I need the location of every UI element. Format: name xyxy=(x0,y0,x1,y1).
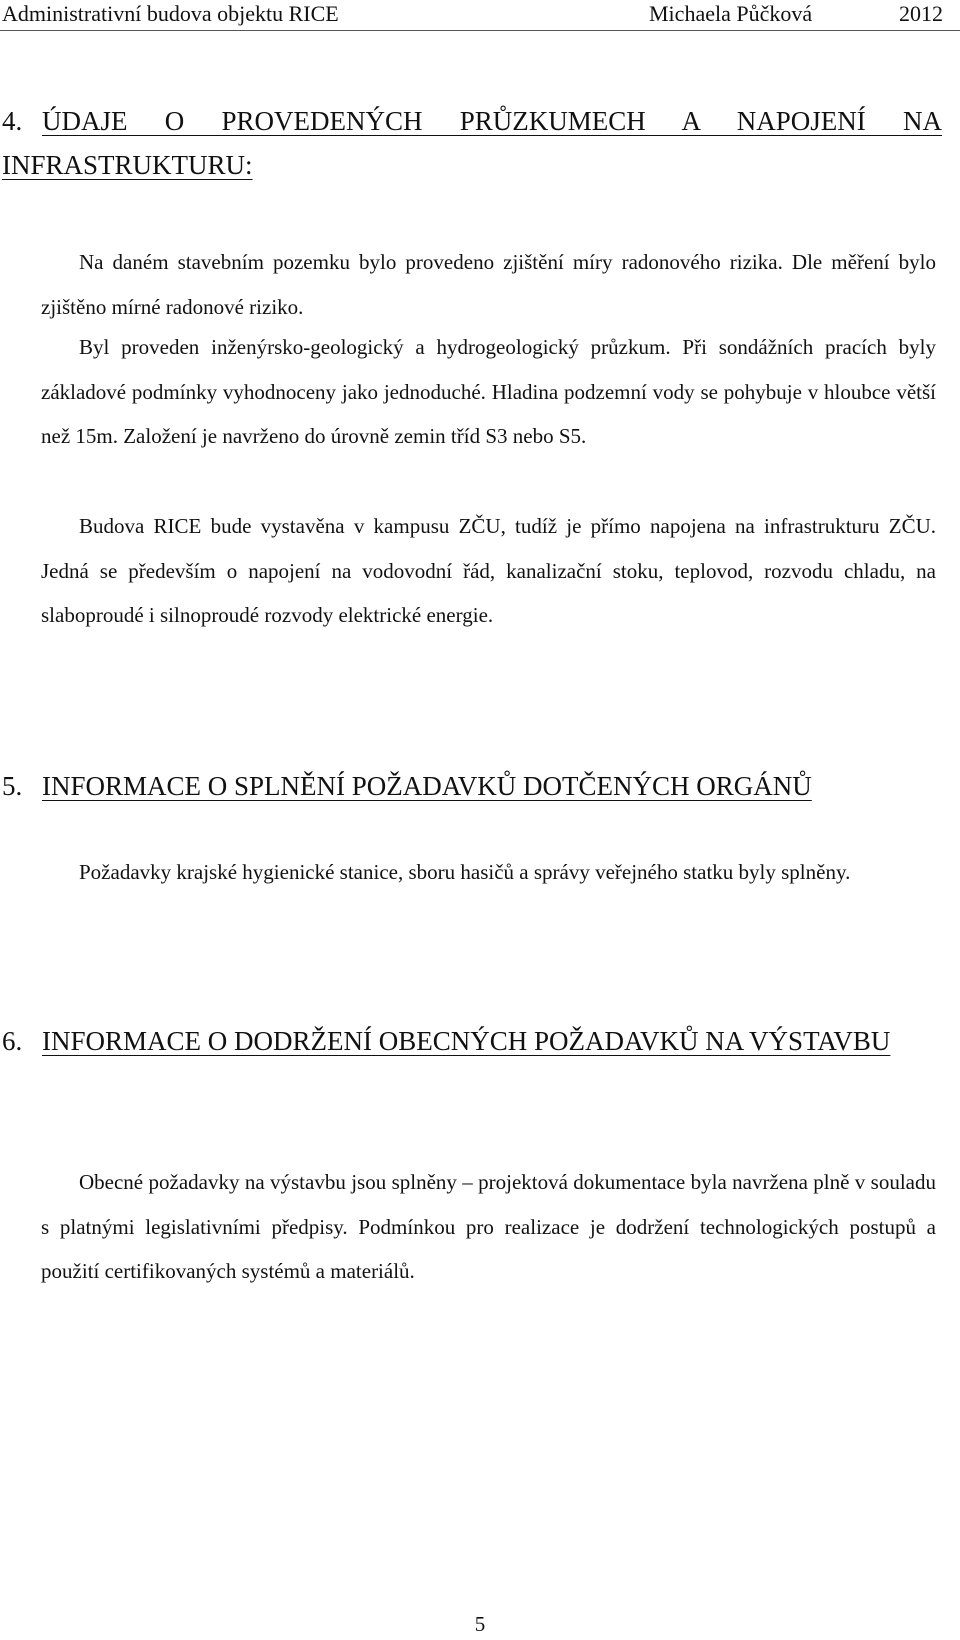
header-year: 2012 xyxy=(899,1,943,26)
section-6-number: 6. xyxy=(2,1026,23,1056)
section-6-paragraph-1: Obecné požadavky na výstavbu jsou splněny – projektová dokumentace byla navržena plně v souladu s platnými legislativními předpisy. Podmínkou pro realizace je dodržení technologických postupů a použití certifikovaných systémů a materiálů. xyxy=(41,1170,936,1284)
header-author: Michaela Půčková xyxy=(649,1,813,26)
header-title: Administrativní budova objektu RICE xyxy=(2,1,339,26)
section-6-title: INFORMACE O DODRŽENÍ OBECNÝCH POŽADAVKŮ NA VÝSTAVBU xyxy=(42,1026,891,1056)
section-5-number: 5. xyxy=(2,771,23,801)
section-5-paragraph-1: Požadavky krajské hygienické stanice, sboru hasičů a správy veřejného statku byly splněny. xyxy=(79,860,851,884)
section-4-paragraph-2: Byl proveden inženýrsko-geologický a hydrogeologický průzkum. Při sondážních pracích byly základové podmínky vyhodnoceny jako jednoduché. Hladina podzemní vody se pohybuje v hloubce větší než 15m. Založení je navrženo do úrovně zemin tříd S3 nebo S5. xyxy=(41,335,936,449)
page-header xyxy=(0,0,960,28)
section-4-paragraph-3: Budova RICE bude vystavěna v kampusu ZČU, tudíž je přímo napojena na infrastrukturu ZČU. Jedná se především o napojení na vodovodní řád, kanalizační stoku, teplovod, rozvodu chladu, na slaboproudé i silnoproudé rozvody elektrické energie. xyxy=(41,514,936,628)
section-4-heading xyxy=(2,99,942,187)
header-rule xyxy=(0,30,960,31)
section-5-title: INFORMACE O SPLNĚNÍ POŽADAVKŮ DOTČENÝCH ORGÁNŮ xyxy=(42,771,812,801)
section-5-heading xyxy=(2,764,942,808)
section-4-title: ÚDAJE O PROVEDENÝCH PRŮZKUMECH A NAPOJENÍ NA INFRASTRUKTURU: xyxy=(2,106,942,180)
section-4-paragraph-1: Na daném stavebním pozemku bylo provedeno zjištění míry radonového rizika. Dle měření bylo zjištěno mírné radonové riziko. xyxy=(41,250,936,319)
page-number: 5 xyxy=(474,1612,486,1636)
section-4-number: 4. xyxy=(2,106,23,136)
section-6-heading xyxy=(2,1019,942,1063)
